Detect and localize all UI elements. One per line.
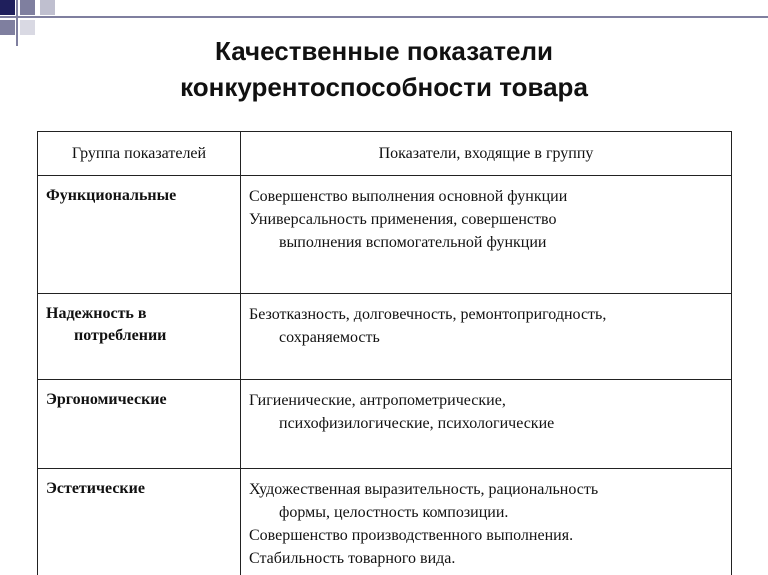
indicators-table <box>37 131 732 575</box>
group-cell <box>38 294 241 380</box>
indicator-text: Совершенство выполнения основной функции <box>249 188 568 205</box>
decorative-square <box>20 0 35 15</box>
indicator-text-continuation: сохраняемость <box>279 329 380 346</box>
group-name: Надежность в <box>46 305 147 322</box>
group-cell <box>38 176 241 294</box>
indicator-item <box>249 478 725 524</box>
indicator-text-continuation: выполнения вспомогательной функции <box>279 234 547 251</box>
group-name: Эргономические <box>46 391 167 408</box>
table-row <box>38 380 732 469</box>
decorative-horizontal-line <box>0 16 768 18</box>
indicator-text: Совершенство производственного выполнения. <box>249 527 574 544</box>
header-indicators: Показатели, входящие в группу <box>241 132 732 176</box>
table-row <box>38 294 732 380</box>
indicator-text: Художественная выразительность, рациональность <box>249 481 599 498</box>
group-cell <box>38 469 241 575</box>
title-line-1: Качественные показатели <box>215 36 553 66</box>
indicators-cell <box>241 294 732 380</box>
table-row <box>38 176 732 294</box>
indicator-item <box>249 547 725 570</box>
indicator-text: Универсальность применения, совершенство <box>249 211 557 228</box>
group-name: Функциональные <box>46 187 177 204</box>
header-group: Группа показателей <box>38 132 241 176</box>
decorative-square <box>0 0 15 15</box>
indicators-cell <box>241 380 732 469</box>
indicator-text-continuation: формы, целостность композиции. <box>279 504 509 521</box>
indicator-item <box>249 303 725 349</box>
table-header-row <box>38 132 732 176</box>
group-name: Эстетические <box>46 480 145 497</box>
indicator-item <box>249 185 725 208</box>
indicator-text-continuation: психофизилогические, психологические <box>279 415 555 432</box>
group-cell <box>38 380 241 469</box>
title-line-2: конкурентоспособности товара <box>180 72 588 102</box>
table-row <box>38 469 732 575</box>
indicator-item <box>249 524 725 547</box>
indicators-cell <box>241 176 732 294</box>
indicator-text: Стабильность товарного вида. <box>249 550 456 567</box>
group-name-continuation: потреблении <box>74 327 167 344</box>
indicators-cell <box>241 469 732 575</box>
indicator-text: Гигиенические, антропометрические, <box>249 392 506 409</box>
decorative-square <box>40 0 55 15</box>
slide-title <box>0 33 768 105</box>
indicator-item <box>249 389 725 435</box>
indicator-text: Безотказность, долговечность, ремонтопригодность, <box>249 306 607 323</box>
indicator-item <box>249 208 725 254</box>
